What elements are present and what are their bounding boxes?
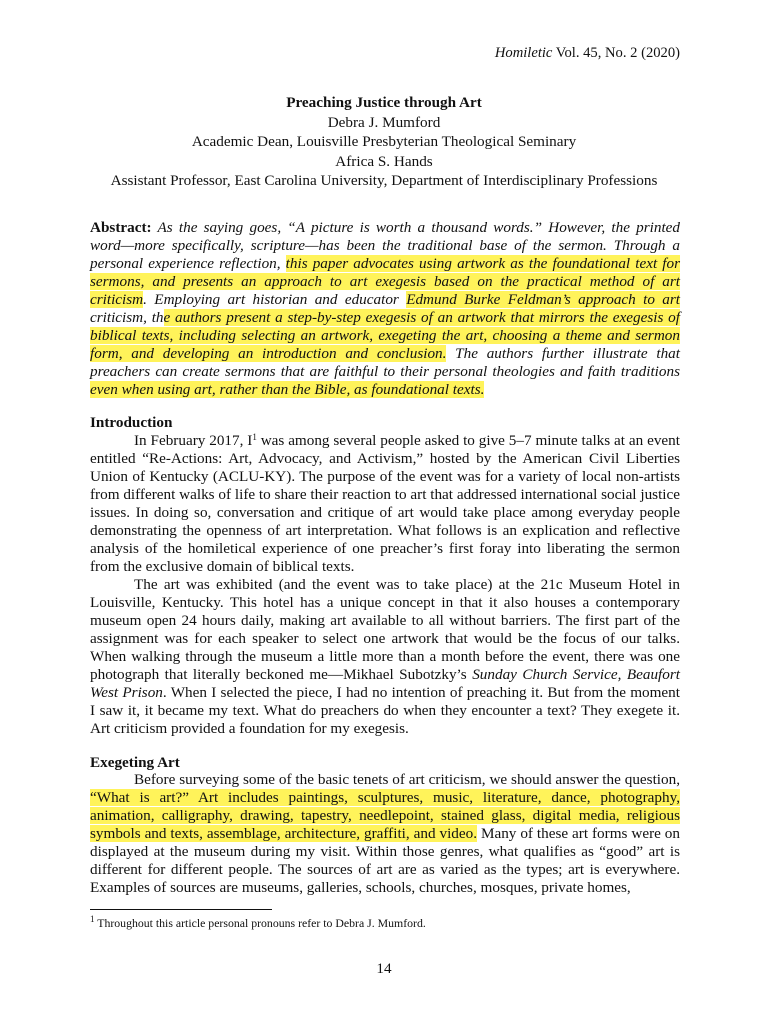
author-2: Africa S. Hands <box>335 152 433 170</box>
exegeting-highlight: “What is art?” Art includes paintings, sculptures, music, literature, dance, photography, animation, calligraphy, drawing, tapestry, needlepoint, stained glass, digital media, religious symbols and texts, assemblage, architecture, graffiti, and video. <box>90 789 680 842</box>
abstract-text-2: . Employing art historian and educator <box>143 291 407 308</box>
footnote <box>90 916 426 931</box>
intro-paragraph-1 <box>90 432 680 576</box>
journal-header <box>495 45 680 62</box>
abstract-highlight-3: e authors present a step-by-step exegesis of an artwork that mirrors the exegesis of biblical texts, including selecting an artwork, exegeting the art, choosing a theme and sermon form, and developing an introduction and conclusion. <box>90 309 680 362</box>
introduction-section <box>90 432 680 738</box>
intro-p2-text: The art was exhibited (and the event was to take place) at the 21c Museum Hotel in Louisville, Kentucky. This hotel has a unique concept in that it also houses a contemporary museum open 24 hours daily, making art available to all without barriers. The first part of the assignment was for each speaker to select one artwork that would be the focus of our talks. When walking through the museum a little more than a month before the event, there was one photograph that literally beckoned me—Mikhael Subotzky’s <box>90 576 680 683</box>
footnote-number: 1 <box>90 914 95 924</box>
exegeting-section <box>90 771 680 897</box>
footnote-ref: 1 <box>252 432 257 442</box>
abstract-highlight-2: Edmund Burke Feldman’s approach to art <box>406 291 680 308</box>
exegeting-text-2: Many of these art forms were on displayed at the museum during my visit. Within those genres, what qualifies as “good” art is different for different people. The sources of art are as varied as the types; art is everywhere. Examples of sources are museums, galleries, schools, churches, mosques, private homes, <box>90 825 680 896</box>
journal-volume: Vol. 45, No. 2 (2020) <box>552 45 680 61</box>
footnote-text: Throughout this article personal pronouns refer to Debra J. Mumford. <box>94 916 426 930</box>
abstract-text-3: criticism, th <box>90 309 164 326</box>
page-number: 14 <box>376 960 392 977</box>
intro-p1-text: In February 2017, I <box>134 432 253 449</box>
abstract-text-4: The authors further illustrate that preachers can create sermons that are faithful to their personal theologies and faith traditions <box>90 345 680 380</box>
author-1: Debra J. Mumford <box>327 113 441 131</box>
paper-title: Preaching Justice through Art <box>286 94 482 111</box>
abstract-label: Abstract: <box>90 219 152 236</box>
footnote-divider <box>90 909 272 910</box>
exegeting-text-1: Before surveying some of the basic tenets of art criticism, we should answer the question, <box>134 771 680 788</box>
abstract-highlight-4: even when using art, rather than the Bible, as foundational texts. <box>90 381 485 398</box>
author-2-affiliation: Assistant Professor, East Carolina University, Department of Interdisciplinary Professions <box>110 172 658 189</box>
title-block <box>0 93 768 191</box>
intro-paragraph-2 <box>90 576 680 738</box>
intro-p2-text-cont: . When I selected the piece, I had no intention of preaching it. But from the moment I saw it, it became my text. What do preachers do when they encounter a text? They exegete it. Art criticism provided a foundation for my exegesis. <box>90 684 680 737</box>
journal-name: Homiletic <box>494 45 553 61</box>
artwork-title: Sunday Church Service, Beaufort West Prison <box>90 666 681 701</box>
abstract-highlight-1: this paper advocates using artwork as the foundational text for sermons, and presents an approach to art exegesis based on the practical method of art criticism <box>90 255 680 308</box>
introduction-heading: Introduction <box>90 414 173 431</box>
abstract <box>90 219 680 399</box>
intro-p1-text-cont: was among several people asked to give 5–7 minute talks at an event entitled “Re-Actions: Art, Advocacy, and Activism,” hosted by the American Civil Liberties Union of Kentucky (ACLU-KY). The purpose of the event was for a variety of local non-artists from different walks of life to share their reaction to art that addressed international social justice issues. In doing so, conversation and critique of art would take place among everyday people demonstrating the openness of art interpretation. What follows is an explication and reflective analysis of the homiletical experience of one preacher’s first foray into liberating the sermon from the exclusive domain of biblical texts. <box>90 432 680 575</box>
abstract-text-1: As the saying goes, “A picture is worth a thousand words.” However, the printed word—more specifically, scripture—has been the traditional base of the sermon. Through a personal experience reflection, <box>90 219 680 272</box>
exegeting-heading: Exegeting Art <box>90 754 180 771</box>
author-1-affiliation: Academic Dean, Louisville Presbyterian Theological Seminary <box>191 133 577 150</box>
exegeting-paragraph-1 <box>90 771 680 897</box>
